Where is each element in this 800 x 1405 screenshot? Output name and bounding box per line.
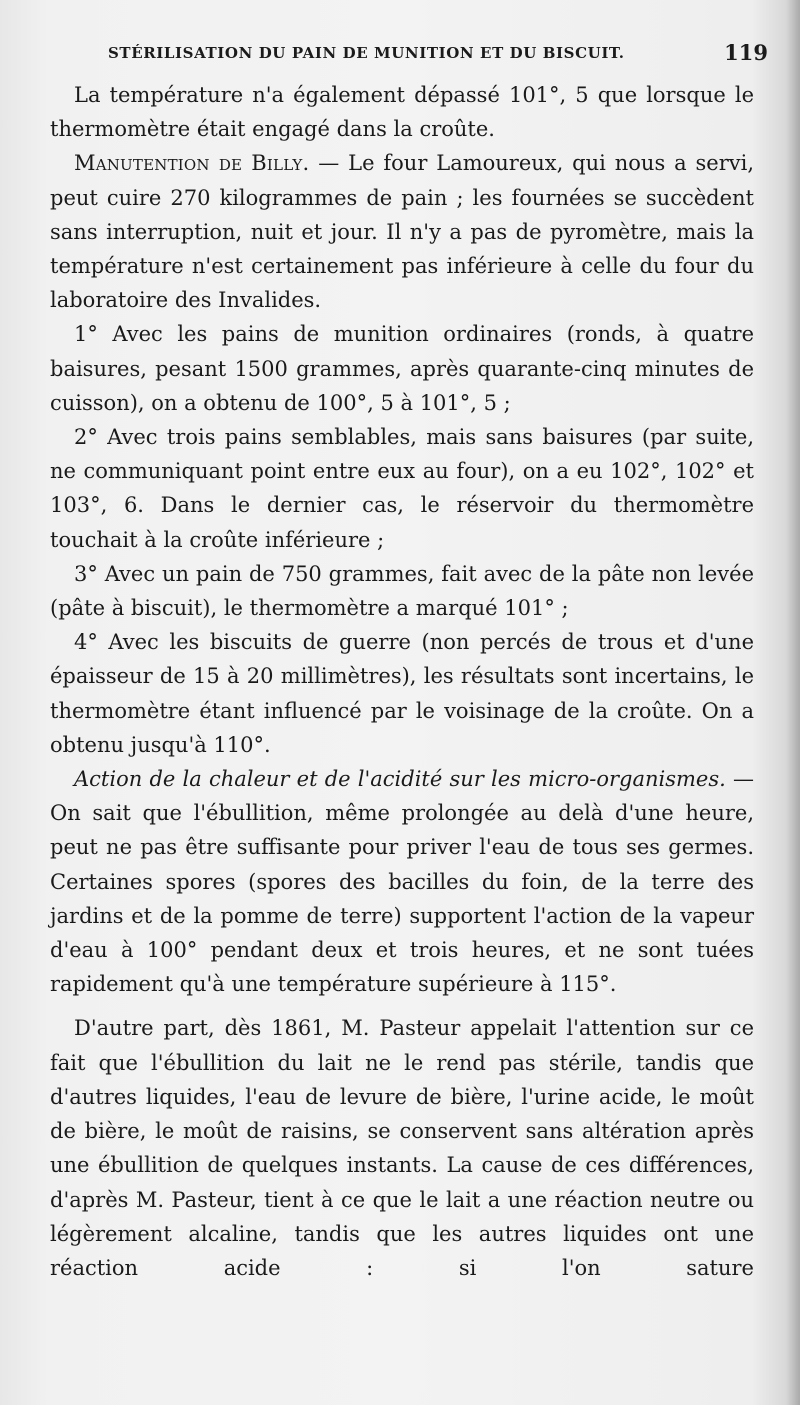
paragraph-pasteur: D'autre part, dès 1861, M. Pasteur appelait l'attention sur ce fait que l'ébullition du lait ne le rend pas stérile, tandis que d'autres liquides, l'eau de levure de bière, l'urine acide, le moût de bière, le moût de raisins, se conservent sans altération après une ébullition de quelques instants. La cause de ces différences, d'après M. Pasteur, tient à ce que le lait a une réaction neutre ou légèrement alcaline, tandis que les autres liquides ont une réaction acide : si l'on sature <box>50 1016 754 1280</box>
page-header <box>108 40 768 66</box>
section-heading-heat-acidity: Action de la chaleur et de l'acidité sur les micro-organismes. <box>74 767 726 792</box>
paragraph-temperature-crust: La température n'a également dépassé 101°, 5 que lorsque le thermomètre était engagé dans la croûte. <box>50 83 754 142</box>
paragraph-item-3: 3° Avec un pain de 750 grammes, fait avec de la pâte non levée (pâte à biscuit), le thermomètre a marqué 101° ; <box>50 561 754 621</box>
section-heading-billy: Manutention de Billy. <box>74 151 310 176</box>
paragraph-billy-bakery <box>50 146 754 317</box>
running-head: STÉRILISATION DU PAIN DE MUNITION ET DU BISCUIT. <box>108 44 625 62</box>
page-number: 119 <box>724 40 768 65</box>
body-text <box>50 78 754 1285</box>
paragraph-item-1: 1° Avec les pains de munition ordinaires (ronds, à quatre baisures, pesant 1500 grammes, après quarante-cinq minutes de cuisson), on a obtenu de 100°, 5 à 101°, 5 ; <box>50 322 754 415</box>
paragraph-heat-acidity <box>50 762 754 1001</box>
heat-acidity-body: — On sait que l'ébullition, même prolongée au delà d'une heure, peut ne pas être suffisante pour priver l'eau de tous ses germes. Certaines spores (spores des bacilles du foin, de la terre des jardins et de la pomme de terre) supportent l'action de la vapeur d'eau à 100° pendant deux et trois heures, et ne sont tuées rapidement qu'à une température supérieure à 115°. <box>50 767 754 997</box>
paragraph-item-4: 4° Avec les biscuits de guerre (non percés de trous et d'une épaisseur de 15 à 20 millimètres), les résultats sont incertains, le thermomètre étant influencé par le voisinage de la croûte. On a obtenu jusqu'à 110°. <box>50 630 754 757</box>
billy-body: — Le four Lamoureux, qui nous a servi, peut cuire 270 kilogrammes de pain ; les fournées se succèdent sans interruption, nuit et jour. Il n'y a pas de pyromètre, mais la température n'est certainement pas inférieure à celle du four du laboratoire des Invalides. <box>50 151 754 313</box>
paragraph-item-2: 2° Avec trois pains semblables, mais sans baisures (par suite, ne communiquant point entre eux au four), on a eu 102°, 102° et 103°, 6. Dans le dernier cas, le réservoir du thermomètre touchait à la croûte inférieure ; <box>50 425 754 552</box>
